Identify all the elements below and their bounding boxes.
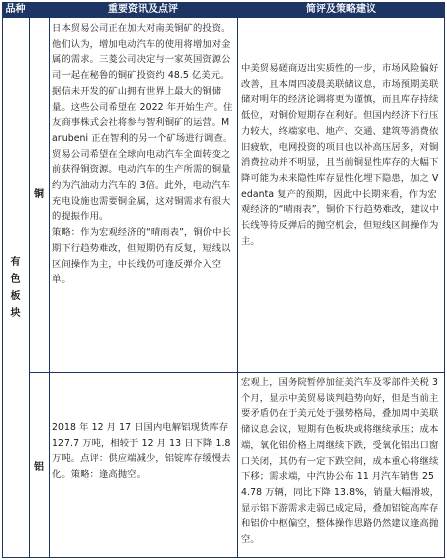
header-comment: 简评及策略建议 xyxy=(237,2,445,18)
news-cell-aluminium: 2018 年 12 月 17 日国内电解铝现货库存 127.7 万吨，相较于 12 月 13 日下降 1.8 万吨。点评：供应端减少，铝锭库存缓慢去化。策略：逢高抛空。 xyxy=(52,422,231,481)
news-cell-copper: 日本贸易公司正在加大对南美铜矿的投资。他们认为，增加电动汽车的使用将增加对金属的需求。三菱公司决定与一家英国资源公司一起在秘鲁的铜矿投资约 48.5 亿美元。据信未开发的矿山拥有世界上最大的铜储量。这些公司希望在 2022 年开始生产。住友商事株式会社将参与智利铜矿的运营。Marubeni 正在智利的另一个矿场进行调查。贸易公司希望在全球向电动汽车全面转变之前获得铜资源。电动汽车的生产所需的铜量约为汽油动力汽车的 3倍。此外，电动汽车充电设施也需要铜金属，这对铜需求有很大的提振作用。 策略：作为宏观经济的“晴雨表”，铜价中长期下行趋势难改，但短期仍有反复，短线以区间操作为主，中长线仍可逢反弹介入空单。 xyxy=(52,23,233,286)
metal-label-aluminium: 铝 xyxy=(34,462,44,473)
category-char: 有 xyxy=(10,257,21,268)
comment-cell-aluminium: 宏观上，国务院暂停加征美汽车及零部件关税 3 个月，显示中美贸易谈判趋势向好，但是当前主要矛盾仍在于美元处于强势格局，叠加周中美联储议息会议，短期有色板块或将继续承压；成本端，氧化铝价格上周继续下跌，受氧化铝出口窗口关闭，其仍有一定下跌空间，成本重心将继续下移；需求端，中汽协公布 11 月汽车销售 254.78 万辆，同比下降 13.8%，销量大幅滑坡，显示铝下游需求走弱已成定局，叠加铝锭高库存和铝价中枢偏空，整体操作思路仍然建议逢高抛空。 xyxy=(241,377,440,546)
header-category: 品种 xyxy=(2,2,29,18)
header-metal xyxy=(29,2,49,18)
header-news: 重要资讯及点评 xyxy=(49,2,237,18)
grid-line xyxy=(237,18,238,558)
grid-line xyxy=(49,18,50,558)
grid-line xyxy=(29,18,30,558)
strategy-table xyxy=(2,2,445,558)
category-char: 色 xyxy=(10,274,21,285)
category-char: 块 xyxy=(10,308,21,319)
comment-cell-copper: 中美贸易磋商迈出实质性的一步，市场风险偏好改善，且本周四凌晨美联储议息，市场预期美联储对明年的经济论调将更为谨慎，而且库存持续低位，对铜价短期存在利好。但国内经济下行压力较大，终端家电、地产、交通、建筑等消费依旧疲软，电网投资的项目也以补高压居多，对铜消费拉动并不明显，且当前铜显性库存的大幅下降可能为未来隐性库存显性化埋下隐患，加之 Vedanta 复产的预期，因此中长期来看，作为宏观经济的“晴雨表”，铜价下行趋势难改，建议中长线等待反弹后的抛空机会，但短线区间操作为主。 xyxy=(241,63,439,247)
category-char: 板 xyxy=(10,291,21,302)
grid-line xyxy=(444,18,445,558)
metal-label-copper: 铜 xyxy=(34,189,44,200)
row-divider xyxy=(29,372,445,373)
table-bottom-border xyxy=(2,557,445,558)
category-cell xyxy=(2,18,29,558)
